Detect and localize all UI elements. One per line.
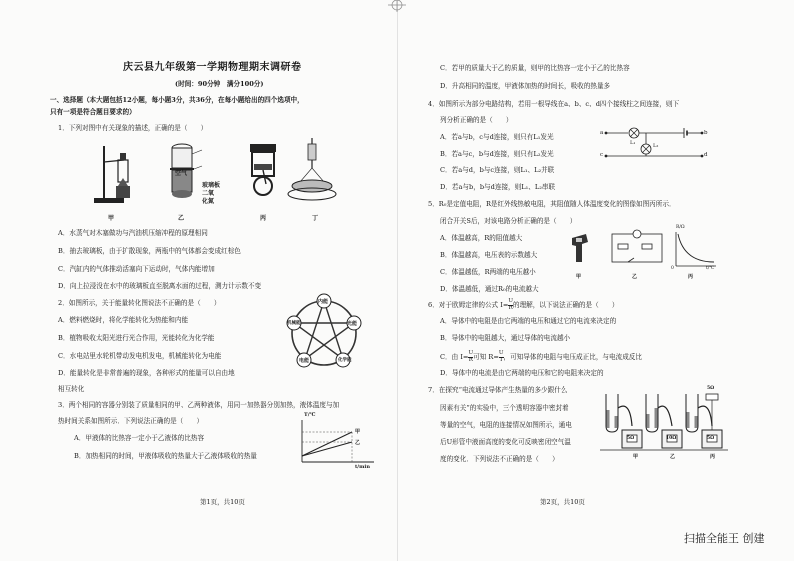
exam-page-2	[418, 0, 758, 561]
question-1-option-a: A．水蒸气对木塞做功与汽油机压缩冲程的原理相同	[58, 229, 208, 237]
question-2-option-d-cont: 相互转化	[58, 385, 85, 393]
fig-text-no2-b: 化氮	[202, 198, 215, 205]
question-7-line-5: 度的变化．下列说法不正确的是（ ）	[440, 455, 559, 463]
question-4-option-a: A．若a与b，c与d连接，则只有L₁发光	[440, 133, 554, 141]
question-4-option-b: B．若a与c，b与d连接，则只有L₂发光	[440, 150, 554, 158]
question-3: 3．两个相同的容器分别装了质量相同的甲、乙两种液体，用同一加热器分别加热，液体温度与加	[58, 401, 340, 409]
terminal-a: a	[600, 130, 604, 136]
question-4-cont: 列分析正确的是（ ）	[440, 116, 513, 124]
scanner-watermark: 扫描全能王 创建	[684, 532, 765, 545]
question-4: 4．如图所示为部分电路结构，若用一根导线在a、b、c、d四个接线柱之间连接，则下	[428, 100, 680, 108]
page-footer-left: 第1页，共10页	[200, 498, 245, 506]
fig-label-bing-7: 丙	[710, 454, 716, 460]
graph-xlabel: t/min	[355, 464, 370, 470]
question-1-figure	[90, 138, 340, 210]
question-7: 7．在探究“电流通过导体产生热量的多少跟什么	[428, 386, 568, 394]
terminal-c: c	[600, 152, 604, 158]
exam-title: 庆云县九年级第一学期物理期末调研卷	[123, 62, 302, 73]
resistor-label-4: 5Ω	[707, 386, 715, 391]
crop-mark-icon	[382, 0, 412, 14]
diagram-node-chemical: 化学能	[338, 358, 352, 363]
question-3-option-b: B．加热相同的时间，甲液体吸收的热量大于乙液体吸收的热量	[74, 452, 257, 460]
question-1-option-d: D．向上拉浸没在水中的玻璃板直至脱离水面的过程，测力计示数不变	[58, 282, 262, 290]
resistor-label-3: 5Ω	[707, 436, 715, 441]
question-5-option-b: B．体温越高，电压表的示数越大	[440, 251, 538, 259]
fig-label-jia: 甲	[108, 215, 115, 222]
question-5-figure	[568, 228, 718, 274]
question-2: 2．如图所示，关于能量转化图说法不正确的是（ ）	[58, 299, 221, 307]
fraction-u-over-r: $\frac{U}{R}$	[508, 298, 513, 311]
terminal-b: b	[704, 130, 708, 136]
graph-r-label: R/Ω	[676, 225, 685, 230]
figure-ding-spring-scale	[288, 138, 336, 200]
resistor-label-1: 5Ω	[627, 436, 635, 441]
terminal-d: d	[704, 152, 708, 158]
fig-label-yi: 乙	[178, 215, 185, 222]
diagram-node-internal: 内能	[318, 299, 329, 305]
fraction-u-over-r-2: $\frac{U}{R}$	[468, 350, 474, 363]
question-5: 5．R₀是定值电阻，R是红外线热敏电阻，其阻值随人体温度变化的图像如图丙所示．	[428, 200, 676, 208]
question-5-cont: 闭合开关S后，对该电路分析正确的是（ ）	[440, 217, 577, 225]
fig-text-no2-a: 二氧	[202, 190, 215, 197]
fold-line	[397, 0, 398, 561]
exam-page-1	[50, 0, 385, 561]
question-5-option-a: A．体温越高，R的阻值越大	[440, 234, 523, 242]
fraction-u-over-i: $\frac{U}{I}$	[498, 350, 504, 363]
question-5-option-c: C．体温越低，R两端的电压越小	[440, 268, 536, 276]
question-7-line-4: 后U形管中液面高度的变化可反映密闭空气温	[440, 438, 571, 446]
fig-label-jia-7: 甲	[633, 454, 639, 460]
resistance-temperature-graph	[676, 232, 716, 266]
resistor-label-2: 10Ω	[666, 436, 677, 441]
question-3-option-a: A．甲液体的比热容一定小于乙液体的比热容	[74, 434, 205, 442]
question-2-option-d: D．能量转化是非常普遍的现象，各种形式的能量可以自由地	[58, 369, 235, 377]
graph-series-jia: 甲	[355, 429, 361, 435]
graph-ylabel: T/℃	[304, 412, 316, 418]
question-6: 6．对于欧姆定律的公式 I= $\frac{U}{R}$ 的理解，以下说法正确的是（ ）	[428, 298, 619, 311]
lamp-l1-label: L₁	[630, 140, 636, 146]
question-1: 1．下列对图中有关现象的描述，正确的是（ ）	[58, 124, 208, 132]
question-5-option-d: D．体温越低，通过R₀的电流越大	[440, 285, 539, 293]
fig-label-ding: 丁	[312, 215, 319, 222]
question-3-option-d: D．升高相同的温度，甲液体加热的时间长，吸收的热量多	[440, 82, 611, 90]
lamp-l2-label: L₂	[653, 143, 659, 149]
question-4-option-d: D．若a与b，b与d连接，则L₁、L₂串联	[440, 183, 556, 191]
diagram-node-electric: 电能	[299, 358, 310, 364]
fig-text-air: 空气	[175, 170, 188, 177]
exam-subtitle: (时间：90分钟 满分100分)	[175, 80, 264, 88]
question-2-option-a: A．燃料燃烧时，将化学能转化为热能和内能	[58, 316, 189, 324]
question-6-option-d: D．导体中的电流是由它两端的电压和它的电阻来决定的	[440, 369, 604, 377]
question-1-option-b: B．抽去玻璃板，由于扩散现象，两瓶中的气体都会变成红棕色	[58, 247, 241, 255]
graph-origin: 0	[671, 266, 674, 271]
fig-text-glass: 玻璃板	[202, 182, 221, 189]
fig-label-yi-5: 乙	[632, 274, 638, 280]
question-7-line-3: 等量的空气，电阻的连接情况如图所示，通电	[440, 421, 572, 429]
question-4-option-c: C．若a与d，b与c连接，则L₁、L₂并联	[440, 166, 555, 174]
page-footer-right: 第2页，共10页	[540, 498, 585, 506]
question-2-option-b: B．植物吸收太阳光进行光合作用，光能转化为化学能	[58, 334, 215, 342]
question-3-cont: 热时间关系如图所示．下列说法正确的是（ ）	[58, 417, 204, 425]
temperature-time-graph	[296, 418, 376, 466]
thermometer-gun-icon	[572, 234, 588, 262]
figure-bing-engine	[250, 144, 276, 195]
section-heading-cont: 只有一项是符合题目要求的）	[50, 108, 136, 116]
graph-series-yi: 乙	[355, 440, 361, 446]
question-6-option-c: C．由 I= $\frac{U}{R}$ 可知 R= $\frac{U}{I}$ ，可知导体的电阻与电压成正比，与电流成反比	[440, 350, 642, 363]
circuit-diagram-q5	[612, 230, 662, 262]
graph-t-label: t/℃	[706, 266, 715, 271]
fig-label-jia-5: 甲	[576, 274, 582, 280]
question-6-option-a: A．导体中的电阻是由它两端的电压和通过它的电流来决定的	[440, 317, 617, 325]
section-heading: 一、选择题（本大题包括12小题，每小题3分，共36分，在每小题给出的四个选项中，	[50, 96, 304, 104]
diagram-node-light: 光能	[347, 321, 358, 327]
question-7-line-2: 因素有关”的实验中，三个透明容器中密封着	[440, 404, 569, 412]
fig-label-bing-5: 丙	[688, 274, 694, 280]
question-1-option-c: C．汽缸内的气体推动活塞向下运动时，气体内能增加	[58, 265, 215, 273]
fig-label-bing: 丙	[260, 215, 267, 222]
question-6-option-b: B．导体中的电阻越大，通过导体的电流越小	[440, 334, 571, 342]
question-2-option-c: C．水电站里水轮机带动发电机发电，机械能转化为电能	[58, 352, 222, 360]
fig-label-yi-7: 乙	[670, 454, 676, 460]
figure-jia-apparatus	[94, 146, 130, 203]
diagram-node-mechanical: 机械能	[287, 321, 301, 326]
question-3-option-c: C．若甲的质量大于乙的质量，则甲的比热容一定小于乙的比热容	[440, 64, 630, 72]
